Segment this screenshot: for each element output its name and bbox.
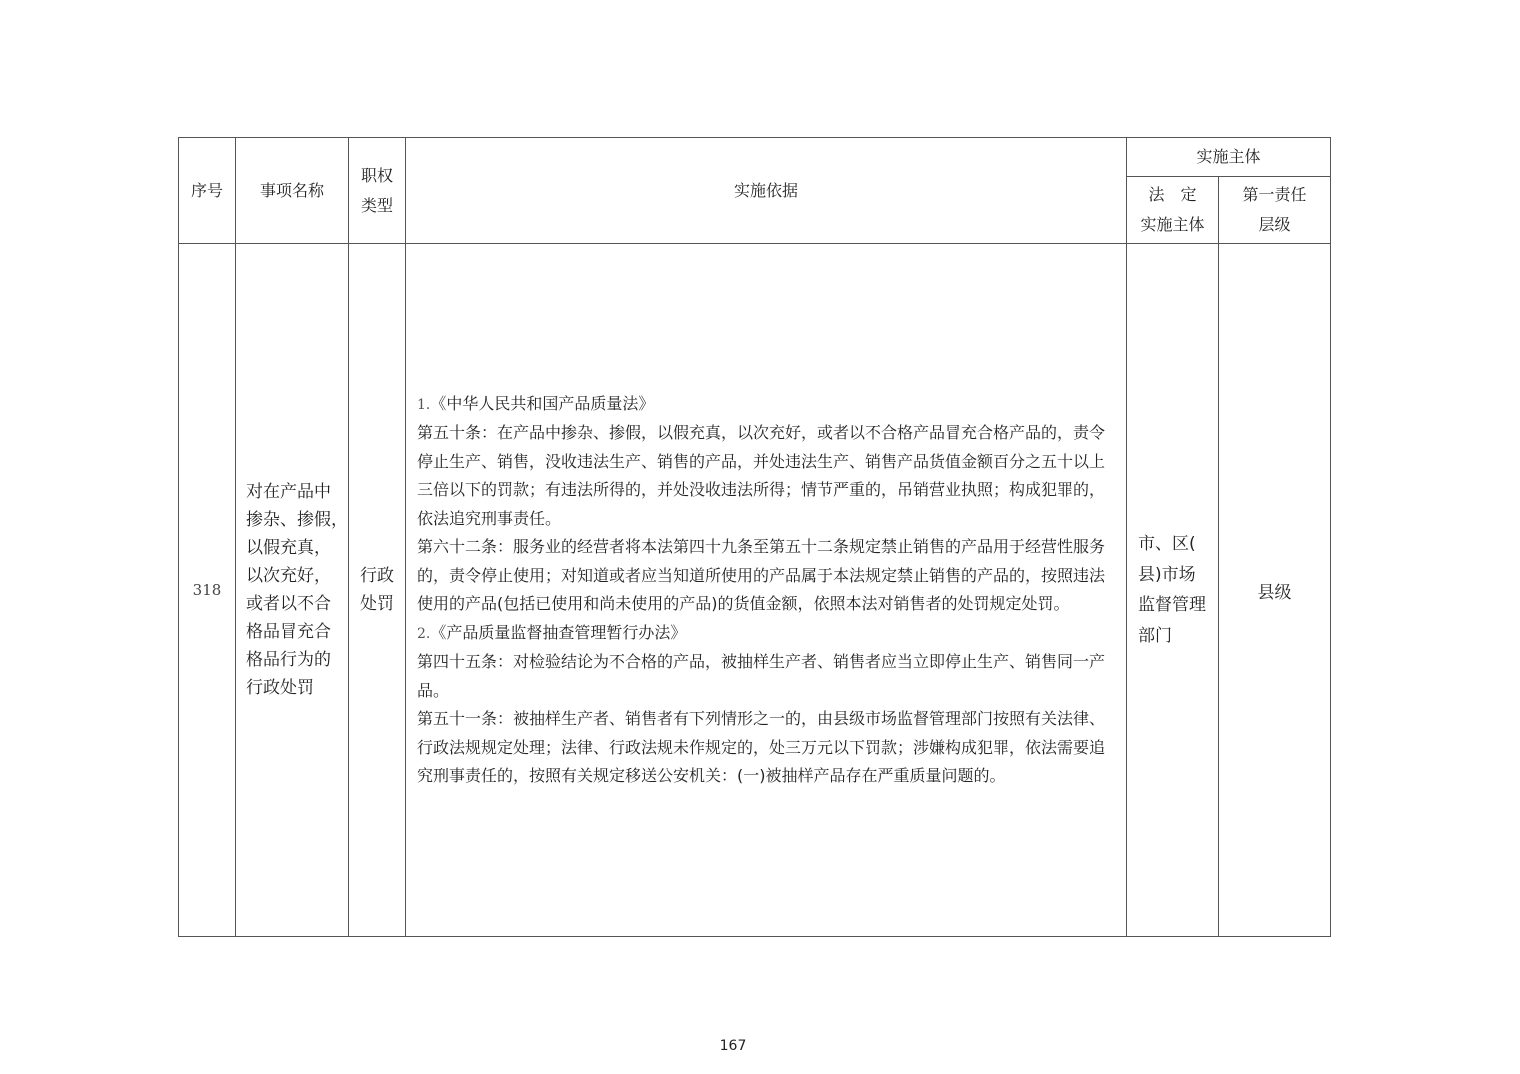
header-subject-group: 实施主体 — [1127, 138, 1331, 177]
header-power-type-line-2: 类型 — [360, 195, 393, 215]
item-name-line: 格品冒充合 — [246, 622, 331, 642]
item-name-line: 行政处罚 — [246, 678, 314, 698]
law-article: 第四十五条：对检验结论为不合格的产品，被抽样生产者、销售者应当立即停止生产、销售同一产品。 — [417, 652, 1106, 700]
row-power-type — [349, 244, 406, 937]
legal-subject-line: 市、区( — [1138, 534, 1196, 554]
row-legal-subject — [1127, 244, 1219, 937]
law-article: 第五十条：在产品中掺杂、掺假，以假充真，以次充好，或者以不合格产品冒充合格产品的，责令停止生产、销售，没收违法生产、销售的产品，并处违法生产、销售产品货值金额百分之五十以上三倍以下的罚款；有违法所得的，并处没收违法所得；情节严重的，吊销营业执照；构成犯罪的，依法追究刑事责任。 — [417, 423, 1106, 528]
header-power-type-line-1: 职权 — [360, 165, 393, 185]
header-basis: 实施依据 — [406, 138, 1127, 244]
law-title: 1.《中华人民共和国产品质量法》 — [417, 393, 655, 413]
power-type-line: 行政 — [360, 566, 394, 586]
law-article: 第六十二条：服务业的经营者将本法第四十九条至第五十二条规定禁止销售的产品用于经营性服务的，责令停止使用；对知道或者应当知道所使用的产品属于本法规定禁止销售的产品的，按照违法使用的产品(包括已使用和尚未使用的产品)的货值金额，依照本法对销售者的处罚规定处罚。 — [417, 537, 1106, 613]
item-name-line: 对在产品中 — [246, 482, 331, 502]
row-responsibility-level: 县级 — [1219, 244, 1331, 937]
header-no: 序号 — [179, 138, 236, 244]
item-name-line: 以假充真， — [246, 538, 331, 558]
row-no: 318 — [179, 244, 236, 937]
header-legal-subject — [1127, 177, 1219, 244]
law-article: 第五十一条：被抽样生产者、销售者有下列情形之一的，由县级市场监督管理部门按照有关法律、行政法规规定处理；法律、行政法规未作规定的，处三万元以下罚款；涉嫌构成犯罪，依法需要追究刑事责任的，按照有关规定移送公安机关：(一)被抽样产品存在严重质量问题的。 — [417, 709, 1106, 785]
law-title: 2.《产品质量监督抽查管理暂行办法》 — [417, 622, 687, 642]
row-item-name — [236, 244, 349, 937]
item-name-line: 格品行为的 — [246, 650, 331, 670]
header-responsibility-line-1: 第一责任 — [1242, 185, 1307, 204]
header-legal-subject-line-1: 法 定 — [1148, 185, 1197, 204]
power-type-line: 处罚 — [360, 594, 394, 614]
item-name-line: 掺杂、掺假， — [246, 510, 348, 530]
table-row — [179, 244, 1331, 937]
header-power-type — [349, 138, 406, 244]
legal-subject-line: 部门 — [1138, 625, 1172, 646]
row-basis — [406, 244, 1127, 937]
header-legal-subject-line-2: 实施主体 — [1140, 215, 1205, 234]
header-responsibility-line-2: 层级 — [1258, 215, 1291, 234]
header-item-name: 事项名称 — [236, 138, 349, 244]
legal-subject-line: 监督管理 — [1138, 595, 1206, 615]
item-name-line: 以次充好， — [246, 566, 331, 586]
authority-table — [178, 137, 1331, 937]
header-responsibility — [1219, 177, 1331, 244]
page-number: 167 — [719, 1038, 747, 1054]
item-name-line: 或者以不合 — [246, 594, 331, 614]
legal-subject-line: 县)市场 — [1138, 564, 1196, 585]
